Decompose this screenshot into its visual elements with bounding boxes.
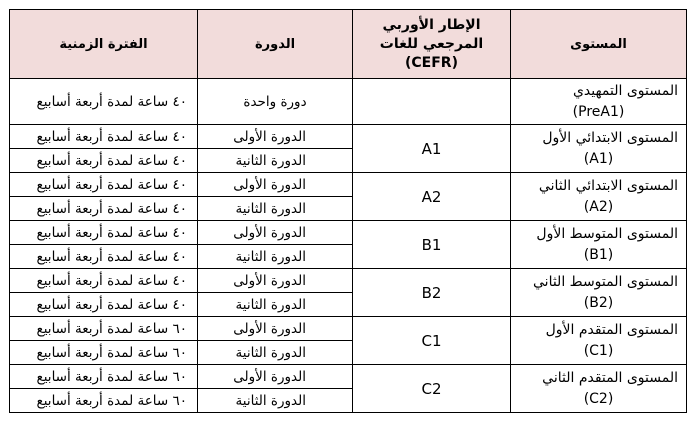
level-cell [511, 269, 687, 317]
level-name: المستوى الابتدائي الأول [542, 129, 678, 146]
header-cefr-line-1: الإطار الأوربي [382, 16, 481, 33]
course-cell: الدورة الثانية [198, 245, 353, 269]
level-cell [511, 173, 687, 221]
course-cell: الدورة الأولى [198, 269, 353, 293]
level-code: (C2) [583, 390, 614, 407]
level-name: المستوى المتقدم الثاني [542, 369, 678, 386]
duration-cell: ٤٠ ساعة لمدة أربعة أسابيع [10, 221, 198, 245]
duration-cell: ٤٠ ساعة لمدة أربعة أسابيع [10, 79, 198, 125]
level-name: المستوى التمهيدي [572, 82, 678, 99]
course-cell: الدورة الأولى [198, 221, 353, 245]
cefr-cell: A1 [353, 125, 511, 173]
duration-cell: ٦٠ ساعة لمدة أربعة أسابيع [10, 341, 198, 365]
level-code: (PreA1) [572, 103, 625, 120]
level-cell [511, 125, 687, 173]
course-cell: دورة واحدة [198, 79, 353, 125]
course-cell: الدورة الثانية [198, 293, 353, 317]
cefr-cell: B2 [353, 269, 511, 317]
level-cell [511, 79, 687, 125]
course-cell: الدورة الأولى [198, 125, 353, 149]
duration-cell: ٤٠ ساعة لمدة أربعة أسابيع [10, 197, 198, 221]
level-cell [511, 365, 687, 413]
level-name: المستوى المتوسط الثاني [533, 273, 678, 290]
course-cell: الدورة الثانية [198, 341, 353, 365]
course-cell: الدورة الأولى [198, 173, 353, 197]
duration-cell: ٤٠ ساعة لمدة أربعة أسابيع [10, 245, 198, 269]
table-row [10, 317, 687, 341]
duration-cell: ٤٠ ساعة لمدة أربعة أسابيع [10, 269, 198, 293]
duration-cell: ٤٠ ساعة لمدة أربعة أسابيع [10, 149, 198, 173]
table-row [10, 79, 687, 125]
duration-cell: ٤٠ ساعة لمدة أربعة أسابيع [10, 173, 198, 197]
header-cefr [353, 10, 511, 79]
course-cell: الدورة الثانية [198, 389, 353, 413]
level-code: (B1) [583, 246, 614, 263]
cefr-cell: C1 [353, 317, 511, 365]
course-cell: الدورة الأولى [198, 317, 353, 341]
course-cell: الدورة الثانية [198, 197, 353, 221]
table-row [10, 221, 687, 245]
duration-cell: ٦٠ ساعة لمدة أربعة أسابيع [10, 317, 198, 341]
header-cefr-line-2: المرجعي للغات [379, 35, 484, 52]
level-name: المستوى المتقدم الأول [545, 321, 678, 338]
duration-cell: ٤٠ ساعة لمدة أربعة أسابيع [10, 125, 198, 149]
header-level: المستوى [511, 10, 687, 79]
level-code: (B2) [583, 294, 614, 311]
cefr-cell: B1 [353, 221, 511, 269]
table-row [10, 173, 687, 197]
level-name: المستوى المتوسط الأول [536, 225, 678, 242]
duration-cell: ٤٠ ساعة لمدة أربعة أسابيع [10, 293, 198, 317]
header-duration: الفترة الزمنية [10, 10, 198, 79]
course-cell: الدورة الأولى [198, 365, 353, 389]
cefr-cell: C2 [353, 365, 511, 413]
level-code: (C1) [583, 342, 614, 359]
level-code: (A1) [583, 150, 614, 167]
levels-table [9, 9, 687, 413]
cefr-cell [353, 79, 511, 125]
course-cell: الدورة الثانية [198, 149, 353, 173]
header-course: الدورة [198, 10, 353, 79]
table-row [10, 125, 687, 149]
level-cell [511, 221, 687, 269]
duration-cell: ٦٠ ساعة لمدة أربعة أسابيع [10, 389, 198, 413]
level-code: (A2) [583, 198, 614, 215]
header-row [10, 10, 687, 79]
duration-cell: ٦٠ ساعة لمدة أربعة أسابيع [10, 365, 198, 389]
table-row [10, 365, 687, 389]
level-name: المستوى الابتدائي الثاني [538, 177, 678, 194]
cefr-cell: A2 [353, 173, 511, 221]
table-row [10, 269, 687, 293]
header-cefr-line-3: (CEFR) [405, 54, 458, 71]
level-cell [511, 317, 687, 365]
